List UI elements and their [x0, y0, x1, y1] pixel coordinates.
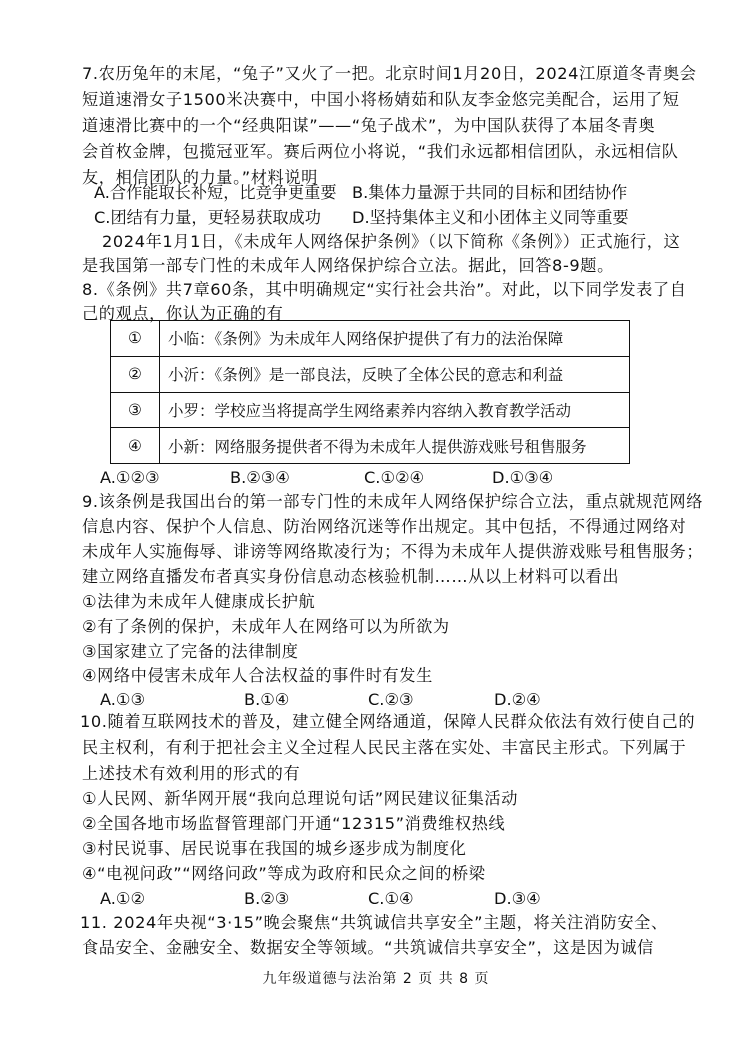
q10-item: ③村民说事、居民说事在我国的城乡逐步成为制度化 [82, 839, 467, 858]
view-text: 小沂：《条例》是一部良法，反映了全体公民的意志和利益 [160, 356, 630, 392]
q7-option-d[interactable]: D.坚持集体主义和小团体主义同等重要 [352, 208, 629, 227]
q10-option-a[interactable]: A.①② [100, 889, 145, 908]
view-text: 小临：《条例》为未成年人网络保护提供了有力的法治保障 [160, 321, 630, 357]
q7-options-row-2 [94, 208, 654, 228]
table-row [111, 321, 630, 357]
intro-line: 2024年1月1日，《未成年人网络保护条例》（以下简称《条例》）正式施行，这 [102, 232, 681, 251]
table-row [111, 356, 630, 392]
intro-line: 是我国第一部专门性的未成年人网络保护综合立法。据此，回答8-9题。 [82, 256, 614, 275]
q7-stem-line: 7.农历兔年的末尾，“兔子”又火了一把。北京时间1月20日，2024江原道冬青奥会 [82, 64, 697, 83]
table-row [111, 428, 630, 464]
view-text: 小罗：学校应当将提高学生网络素养内容纳入教育教学活动 [160, 392, 630, 428]
q9-stem-line: 建立网络直播发布者真实身份信息动态核验机制……从以上材料可以看出 [82, 567, 620, 586]
q10-options-row [100, 889, 660, 909]
q9-option-b[interactable]: B.①④ [244, 690, 290, 709]
q10-stem-line: 10.随着互联网技术的普及，建立健全网络通道，保障人民群众依法有效行使自己的 [80, 712, 696, 731]
q7-stem-line: 友，相信团队的力量。”材料说明 [82, 168, 318, 187]
q9-item: ③国家建立了完备的法律制度 [82, 642, 299, 661]
q10-stem-line: 民主权利，有利于把社会主义全过程人民民主落在实处、丰富民主形式。下列属于 [82, 738, 687, 757]
q10-option-d[interactable]: D.③④ [494, 889, 541, 908]
table-row [111, 392, 630, 428]
q9-item: ①法律为未成年人健康成长护航 [82, 592, 316, 611]
q10-item: ④“电视问政”“网络问政”等成为政府和民众之间的桥梁 [82, 864, 486, 883]
q9-stem-line: 信息内容、保护个人信息、防治网络沉迷等作出规定。其中包括，不得通过网络对 [82, 517, 687, 536]
page-footer: 九年级道德与法治第 2 页 共 8 页 [262, 971, 490, 987]
q8-option-b[interactable]: B.②③④ [230, 468, 290, 487]
view-number: ① [111, 321, 160, 357]
q8-option-a[interactable]: A.①②③ [100, 468, 160, 487]
q10-item: ①人民网、新华网开展“我向总理说句话”网民建议征集活动 [82, 789, 518, 808]
q7-stem-line: 短道速滑女子1500米决赛中，中国小将杨婧茹和队友李金悠完美配合，运用了短 [82, 90, 680, 109]
view-number: ④ [111, 428, 160, 464]
q8-options-row [100, 468, 660, 488]
q9-option-c[interactable]: C.②③ [368, 690, 414, 709]
q9-options-row [100, 690, 660, 710]
view-number: ③ [111, 392, 160, 428]
view-number: ② [111, 356, 160, 392]
q9-option-a[interactable]: A.①③ [100, 690, 145, 709]
q10-option-b[interactable]: B.②③ [244, 889, 290, 908]
q11-stem-line: 11. 2024年央视“3·15”晚会聚焦“共筑诚信共享安全”主题，将关注消防安全、 [80, 913, 668, 932]
q8-views-table [110, 320, 630, 464]
q9-stem-line: 未成年人实施侮辱、诽谤等网络欺凌行为；不得为未成年人提供游戏账号租售服务； [82, 542, 704, 561]
q8-stem-line: 己的观点，你认为正确的有 [82, 304, 284, 323]
q8-option-c[interactable]: C.①②④ [364, 468, 424, 487]
q8-option-d[interactable]: D.①③④ [492, 468, 554, 487]
q8-stem-line: 8.《条例》共7章60条，其中明确规定“实行社会共治”。对此，以下同学发表了自 [82, 280, 687, 299]
q7-stem-line: 道速滑比赛中的一个“经典阳谋”——“兔子战术”，为中国队获得了本届冬青奥 [82, 116, 656, 135]
q7-option-c[interactable]: C.团结有力量，更轻易获取成功 [94, 208, 321, 227]
q10-option-c[interactable]: C.①④ [368, 889, 414, 908]
view-text: 小新：网络服务提供者不得为未成年人提供游戏账号租售服务 [160, 428, 630, 464]
q10-stem-line: 上述技术有效利用的形式的有 [82, 764, 301, 783]
q9-item: ④网络中侵害未成年人合法权益的事件时有发生 [82, 666, 433, 685]
q7-option-a[interactable]: A.合作能取长补短，比竞争更重要 [94, 183, 337, 202]
q9-item: ②有了条例的保护，未成年人在网络可以为所欲为 [82, 617, 450, 636]
q9-stem-line: 9.该条例是我国出台的第一部专门性的未成年人网络保护综合立法，重点就规范网络 [82, 492, 703, 511]
q7-option-b[interactable]: B.集体力量源于共同的目标和团结协作 [352, 183, 628, 202]
q7-options-row-1 [94, 183, 654, 203]
q10-item: ②全国各地市场监督管理部门开通“12315”消费维权热线 [82, 814, 506, 833]
q11-stem-line: 食品安全、金融安全、数据安全等领域。“共筑诚信共享安全”，这是因为诚信 [82, 938, 654, 957]
q9-option-d[interactable]: D.②④ [494, 690, 541, 709]
q7-stem-line: 会首枚金牌，包揽冠亚军。赛后两位小将说，“我们永远都相信团队，永远相信队 [82, 142, 679, 161]
